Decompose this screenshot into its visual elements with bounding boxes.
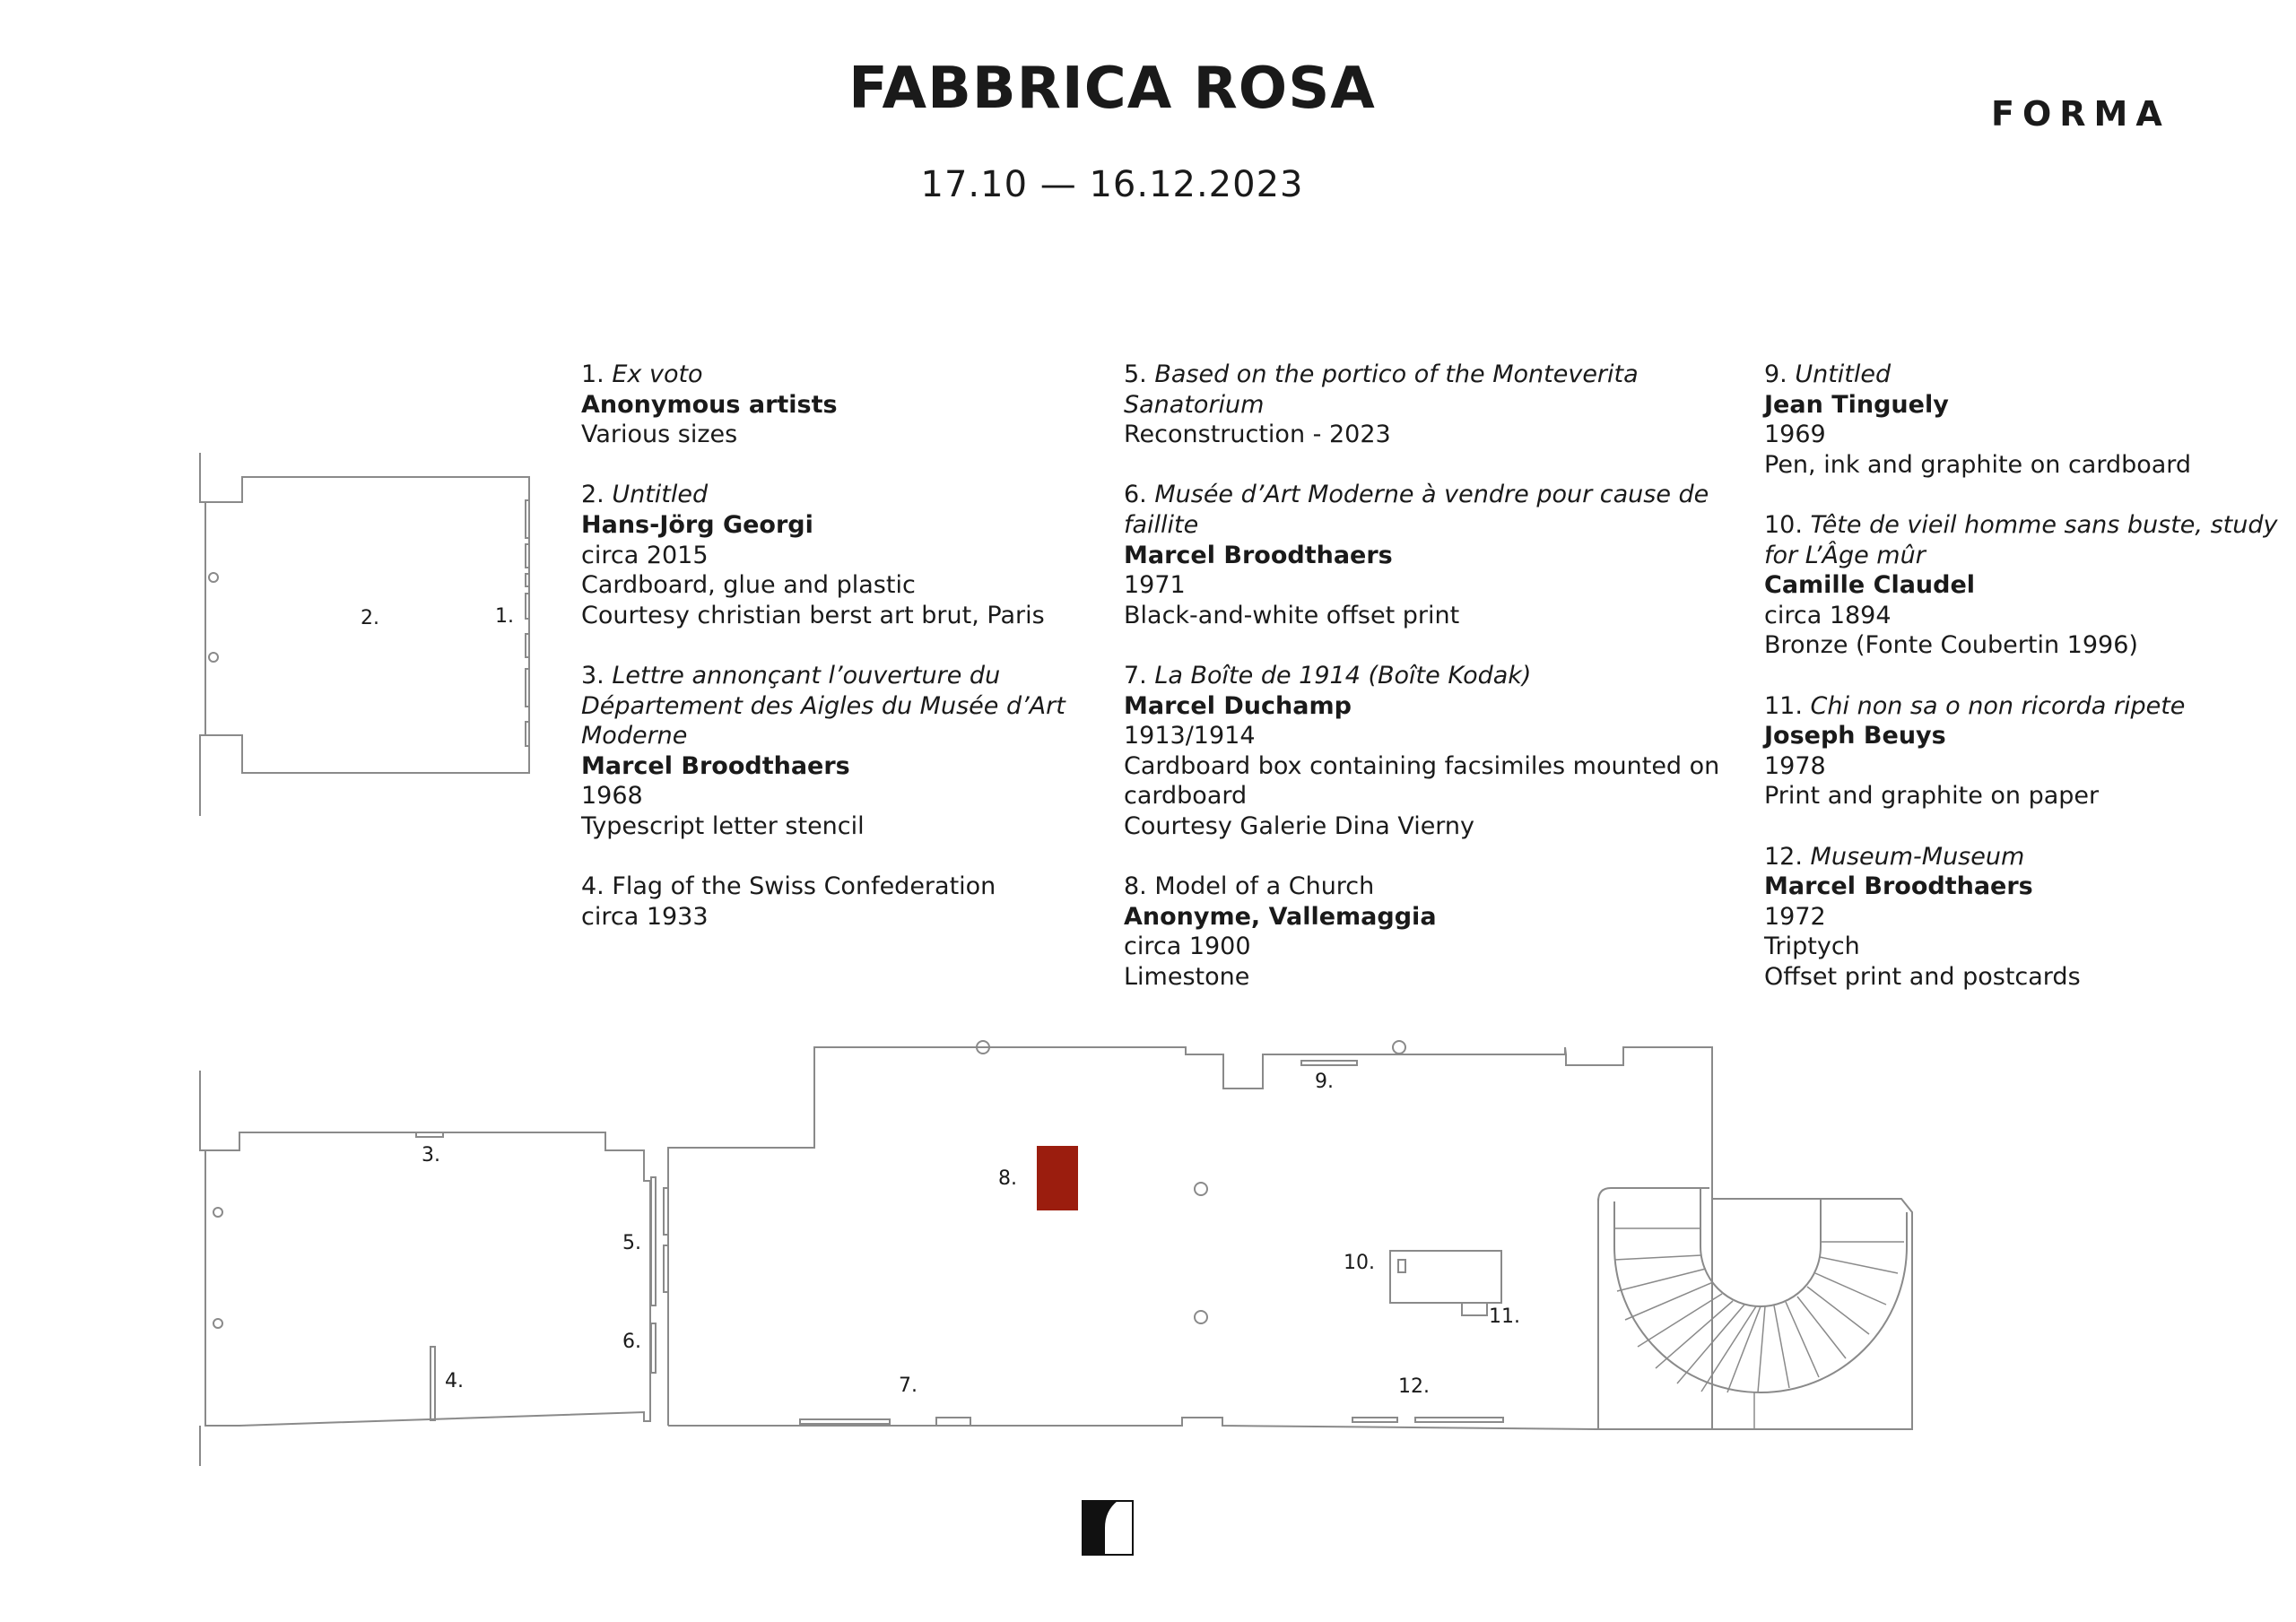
work-detail: 1968 (581, 782, 643, 811)
main-hall-walls (668, 1041, 1712, 1429)
work-detail: Reconstruction - 2023 (1124, 421, 1391, 449)
lower-left-room-walls (200, 1071, 668, 1466)
work-title: La Boîte de 1914 (Boîte Kodak) (1154, 661, 1532, 690)
plan-label-11: 11. (1489, 1305, 1520, 1328)
work-artist: Anonymous artists (581, 390, 838, 419)
work-detail: Typescript letter stencil (581, 811, 865, 840)
work-title: Flag of the Swiss Confederation (612, 872, 996, 901)
plan-label-5: 5. (622, 1232, 641, 1254)
plan-label-3: 3. (422, 1144, 440, 1167)
work-detail: Black-and-white offset print (1124, 601, 1460, 629)
brand-logo-text: FORMA (1991, 94, 2170, 134)
work-title: Chi non sa o non ricorda ripete (1810, 691, 2186, 720)
work-artist: Marcel Broodthaers (1124, 541, 1393, 569)
plan-label-4: 4. (445, 1370, 464, 1392)
plan-label-10: 10. (1344, 1252, 1375, 1274)
work-detail: Cardboard box containing facsimiles mounted on cardboard (1124, 751, 1720, 811)
work-detail: circa 1900 (1124, 932, 1251, 961)
upper-room-walls (200, 453, 529, 816)
work-number: 6. (1124, 481, 1155, 509)
exhibition-title: FABBRICA ROSA (848, 56, 1376, 122)
work-number: 5. (1124, 360, 1155, 388)
work-detail: circa 2015 (581, 541, 709, 569)
work-artist: Marcel Broodthaers (1764, 872, 2033, 901)
plan-label-9: 9. (1315, 1071, 1334, 1093)
work-detail: Bronze (Fonte Coubertin 1996) (1764, 631, 2138, 660)
work-number: 12. (1764, 842, 1811, 871)
work-detail: Cardboard, glue and plastic (581, 571, 916, 600)
work-detail: circa 1894 (1764, 601, 1892, 629)
work-detail: 1971 (1124, 571, 1186, 600)
work-artist: Marcel Duchamp (1124, 691, 1352, 720)
work-title: Lettre annonçant l’ouverture du Département des Aigles du Musée d’Art Moderne (581, 661, 1065, 750)
work-detail: Triptych (1764, 932, 1860, 961)
work-detail: Pen, ink and graphite on cardboard (1764, 450, 2192, 479)
plan-label-2: 2. (361, 607, 379, 629)
work-detail: Courtesy christian berst art brut, Paris (581, 601, 1045, 629)
staircase (1596, 1188, 1912, 1429)
work-detail: Offset print and postcards (1764, 962, 2081, 991)
work-number: 2. (581, 481, 613, 509)
work-title: Musée d’Art Moderne à vendre pour cause de faillite (1124, 481, 1709, 539)
work-number: 10. (1764, 510, 1811, 539)
work-title: Untitled (1795, 360, 1892, 388)
work-detail: 1972 (1764, 902, 1826, 931)
work-title: Untitled (612, 481, 709, 509)
work-artist: Camille Claudel (1764, 571, 1976, 600)
work-number: 9. (1764, 360, 1796, 388)
exhibition-dates: 17.10 — 16.12.2023 (920, 164, 1304, 205)
work-artist: Marcel Broodthaers (581, 751, 850, 780)
plan-label-1: 1. (495, 605, 514, 628)
forma-logo-icon (1082, 1500, 1134, 1556)
work-detail: 1978 (1764, 751, 1826, 780)
work-number: 1. (581, 360, 613, 388)
work-artist: Anonyme, Vallemaggia (1124, 902, 1437, 931)
work-number: 7. (1124, 661, 1155, 690)
work-detail: 1969 (1764, 421, 1826, 449)
work-title: Model of a Church (1154, 872, 1375, 901)
work-title: Museum-Museum (1810, 842, 2025, 871)
work-number: 8. (1124, 872, 1155, 901)
work-artist: Joseph Beuys (1764, 722, 1946, 750)
work-title: Ex voto (612, 360, 703, 388)
work-artist: Hans-Jörg Georgi (581, 510, 813, 539)
work-detail: Courtesy Galerie Dina Vierny (1124, 811, 1475, 840)
plan-label-7: 7. (899, 1375, 918, 1397)
work-number: 4. (581, 872, 613, 901)
plan-label-12: 12. (1398, 1375, 1430, 1398)
work-detail: 1913/1914 (1124, 722, 1256, 750)
work-8-highlight-marker (1037, 1146, 1078, 1210)
work-number: 3. (581, 661, 613, 690)
work-number: 11. (1764, 691, 1811, 720)
work-title: Tête de vieil homme sans buste, study for L’Âge mûr (1764, 510, 2278, 569)
work-detail: Print and graphite on paper (1764, 782, 2100, 811)
work-artist: Jean Tinguely (1764, 390, 1949, 419)
work-title: Based on the portico of the Monteverita Sanatorium (1124, 360, 1639, 419)
work-detail: circa 1933 (581, 902, 709, 931)
work-detail: Limestone (1124, 962, 1250, 991)
plan-label-8: 8. (998, 1167, 1017, 1190)
plan-label-6: 6. (622, 1331, 641, 1353)
work-detail: Various sizes (581, 421, 738, 449)
